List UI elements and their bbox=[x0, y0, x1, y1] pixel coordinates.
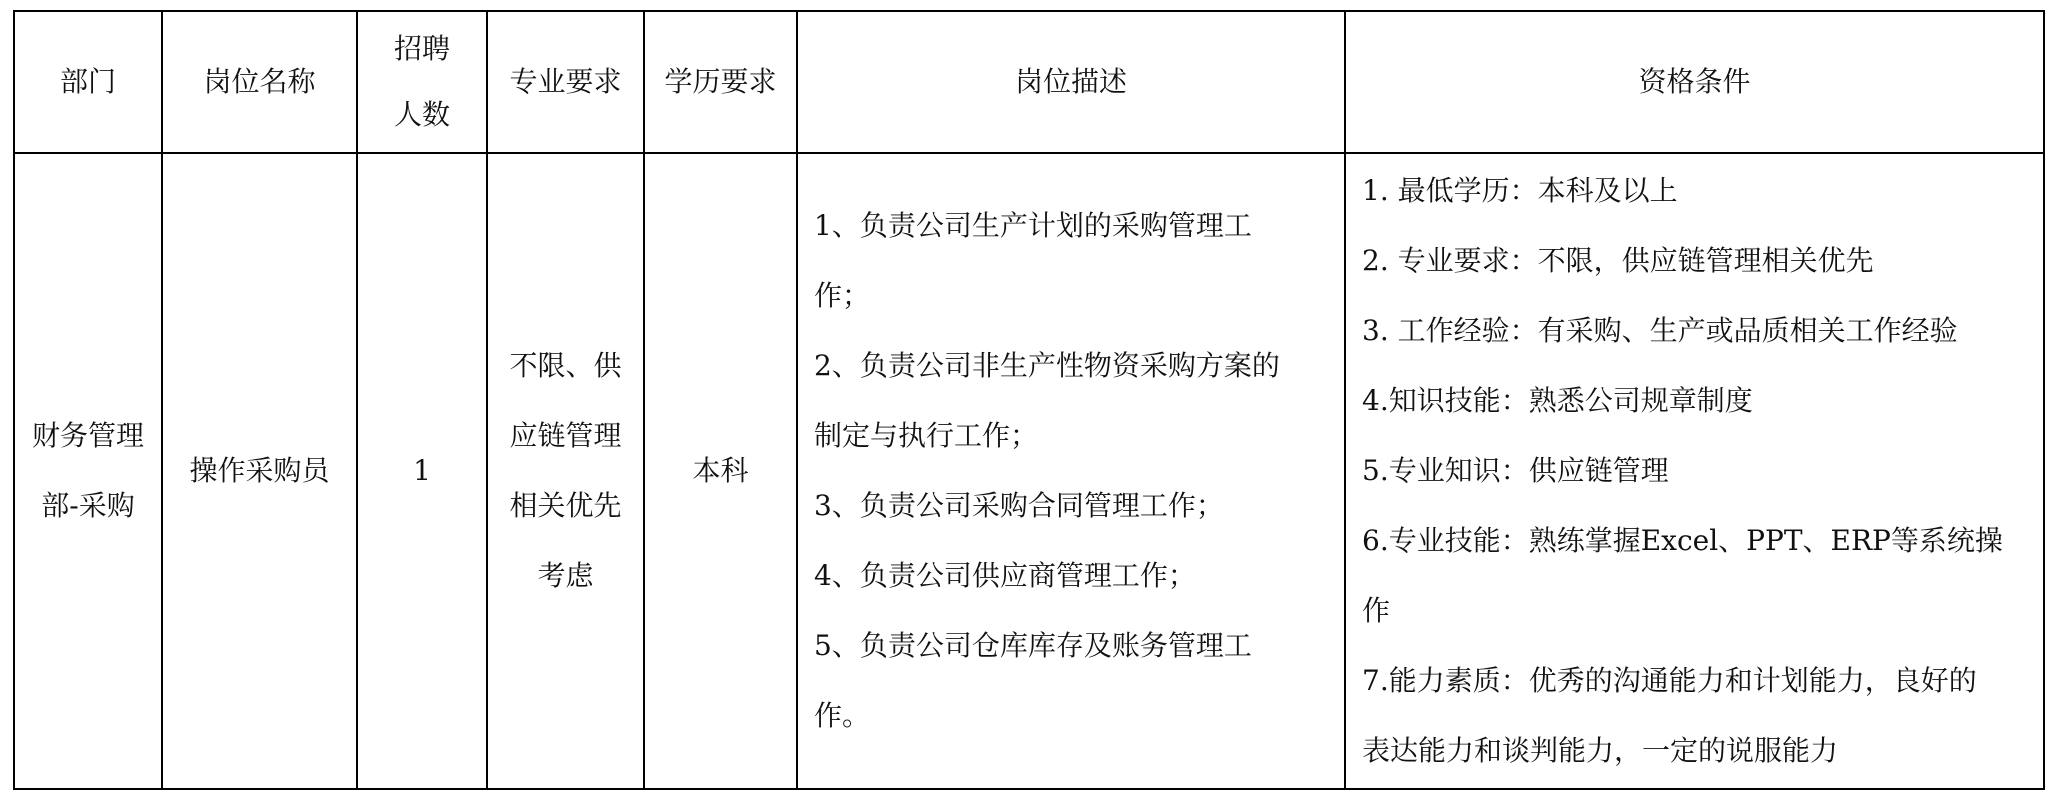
header-qualifications: 资格条件 bbox=[1345, 11, 2044, 153]
description-line: 2、负责公司非生产性物资采购方案的 bbox=[814, 349, 1280, 382]
description-line: 4、负责公司供应商管理工作； bbox=[814, 559, 1196, 592]
description-line: 制定与执行工作； bbox=[814, 419, 1039, 452]
qualification-line: 3. 工作经验：有采购、生产或品质相关工作经验 bbox=[1362, 314, 1958, 347]
description-line: 作。 bbox=[814, 699, 871, 732]
cell-title: 操作采购员 bbox=[162, 153, 357, 789]
header-dept: 部门 bbox=[14, 11, 162, 153]
header-count-line1: 招聘 bbox=[393, 32, 450, 65]
dept-line2: 部-采购 bbox=[41, 489, 135, 522]
qualification-line: 7.能力素质：优秀的沟通能力和计划能力，良好的 bbox=[1362, 664, 1977, 697]
header-row bbox=[14, 11, 2044, 153]
description-line: 5、负责公司仓库库存及账务管理工 bbox=[814, 629, 1252, 662]
cell-major bbox=[487, 153, 644, 789]
major-line: 应链管理 bbox=[509, 419, 622, 452]
cell-education: 本科 bbox=[644, 153, 797, 789]
dept-line1: 财务管理 bbox=[31, 419, 144, 452]
header-count-line2: 人数 bbox=[393, 98, 450, 131]
qualification-line: 1. 最低学历：本科及以上 bbox=[1362, 174, 1678, 207]
major-line: 考虑 bbox=[537, 559, 594, 592]
major-line: 不限、供 bbox=[509, 349, 622, 382]
header-major: 专业要求 bbox=[487, 11, 644, 153]
qualification-line: 表达能力和谈判能力，一定的说服能力 bbox=[1362, 734, 1839, 767]
description-line: 1、负责公司生产计划的采购管理工 bbox=[814, 209, 1252, 242]
header-title: 岗位名称 bbox=[162, 11, 357, 153]
job-posting-table bbox=[13, 10, 2045, 790]
qualification-line: 5.专业知识：供应链管理 bbox=[1362, 454, 1669, 487]
major-line: 相关优先 bbox=[509, 489, 622, 522]
qualification-line: 2. 专业要求：不限，供应链管理相关优先 bbox=[1362, 244, 1874, 277]
description-line: 3、负责公司采购合同管理工作； bbox=[814, 489, 1224, 522]
qualification-line: 4.知识技能：熟悉公司规章制度 bbox=[1362, 384, 1753, 417]
qualification-line: 6.专业技能：熟练掌握Excel、PPT、ERP等系统操 bbox=[1362, 524, 2003, 557]
cell-qualifications bbox=[1345, 153, 2044, 789]
cell-description bbox=[797, 153, 1345, 789]
header-description: 岗位描述 bbox=[797, 11, 1345, 153]
cell-dept bbox=[14, 153, 162, 789]
qualification-line: 作 bbox=[1362, 594, 1391, 627]
description-line: 作； bbox=[814, 279, 871, 312]
table-row bbox=[14, 153, 2044, 789]
cell-count: 1 bbox=[357, 153, 487, 789]
header-count bbox=[357, 11, 487, 153]
header-education: 学历要求 bbox=[644, 11, 797, 153]
